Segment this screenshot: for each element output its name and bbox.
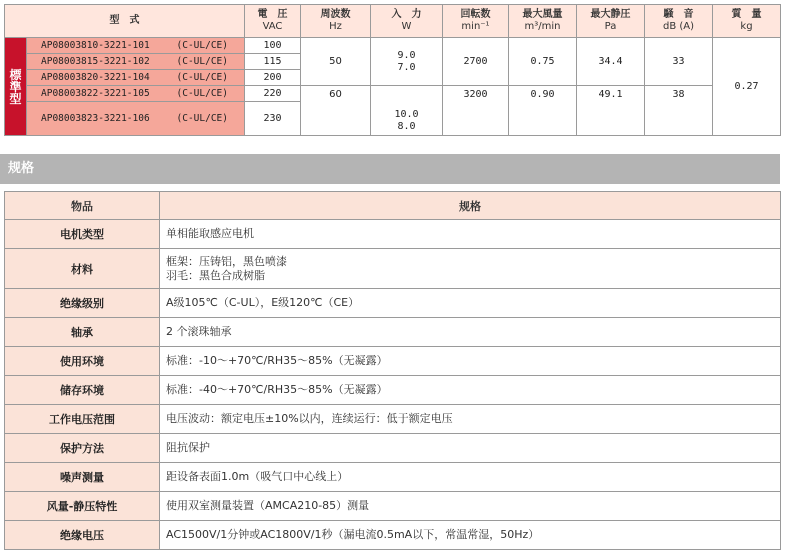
voltage-cell: 220 <box>245 86 301 102</box>
table-row <box>5 376 781 405</box>
header-model: 型 式 <box>5 5 245 38</box>
table-row <box>5 220 781 249</box>
table-row <box>5 463 781 492</box>
model-cell: AP08003815-3221-102 (C-UL/CE) <box>27 54 245 70</box>
spec-value: A级105℃（C-UL），E级120℃（CE） <box>160 289 781 318</box>
voltage-cell: 115 <box>245 54 301 70</box>
model-cell: AP08003820-3221-104 (C-UL/CE) <box>27 70 245 86</box>
table-row <box>5 347 781 376</box>
input-60-cell: 10.0 8.0 <box>371 86 443 136</box>
airflow-60-cell: 0.90 <box>509 86 577 136</box>
table-row <box>5 521 781 550</box>
input-50-cell: 9.0 7.0 <box>371 38 443 86</box>
header-input: 入 力 W <box>371 5 443 38</box>
spec-key: 储存环境 <box>5 376 160 405</box>
frequency-60-cell: 60 <box>301 86 371 136</box>
header-pressure: 最大静圧 Pa <box>577 5 645 38</box>
header-voltage: 電 圧 VAC <box>245 5 301 38</box>
spec-key: 噪声测量 <box>5 463 160 492</box>
spec-key: 工作电压范围 <box>5 405 160 434</box>
spec-value: 使用双室测量装置（AMCA210-85）测量 <box>160 492 781 521</box>
spec-key: 电机类型 <box>5 220 160 249</box>
speed-60-cell: 3200 <box>443 86 509 136</box>
group-tag <box>5 38 27 136</box>
spec-key: 风量-静压特性 <box>5 492 160 521</box>
table-row <box>5 38 781 54</box>
mass-cell: 0.27 <box>713 38 781 136</box>
spec-key: 材料 <box>5 249 160 289</box>
spec-value: 距设备表面1.0m（吸气口中心线上） <box>160 463 781 492</box>
header-frequency: 周波数 Hz <box>301 5 371 38</box>
spec-value: 2 个滚珠轴承 <box>160 318 781 347</box>
spec-value: 单相能取感应电机 <box>160 220 781 249</box>
table-row <box>5 492 781 521</box>
frequency-50-cell: 50 <box>301 38 371 86</box>
table-row <box>5 434 781 463</box>
spec-key: 轴承 <box>5 318 160 347</box>
airflow-50-cell: 0.75 <box>509 38 577 86</box>
header-mass: 質 量 kg <box>713 5 781 38</box>
table-row <box>5 249 781 289</box>
spec-value: 标准：-40～+70℃/RH35～85%（无凝露） <box>160 376 781 405</box>
noise-60-cell: 38 <box>645 86 713 136</box>
header-item: 物品 <box>5 192 160 220</box>
header-noise: 騒 音 dB (A) <box>645 5 713 38</box>
voltage-cell: 200 <box>245 70 301 86</box>
pressure-60-cell: 49.1 <box>577 86 645 136</box>
model-cell: AP08003810-3221-101 (C-UL/CE) <box>27 38 245 54</box>
spec-value: 阻抗保护 <box>160 434 781 463</box>
spec-key: 绝缘级别 <box>5 289 160 318</box>
header-airflow: 最大風量 m³/min <box>509 5 577 38</box>
voltage-cell: 100 <box>245 38 301 54</box>
spec-key: 绝缘电压 <box>5 521 160 550</box>
spec-key: 保护方法 <box>5 434 160 463</box>
table-row <box>5 318 781 347</box>
model-table <box>4 4 781 136</box>
section-title: 规格 <box>0 154 780 184</box>
header-speed: 回転数 min⁻¹ <box>443 5 509 38</box>
spec-value: AC1500V/1分钟或AC1800V/1秒（漏电流0.5mA以下，常温常湿，50Hz） <box>160 521 781 550</box>
header-spec: 规格 <box>160 192 781 220</box>
speed-50-cell: 2700 <box>443 38 509 86</box>
pressure-50-cell: 34.4 <box>577 38 645 86</box>
noise-50-cell: 33 <box>645 38 713 86</box>
voltage-cell: 230 <box>245 102 301 136</box>
table-row <box>5 289 781 318</box>
model-cell: AP08003822-3221-105 (C-UL/CE) <box>27 86 245 102</box>
spec-table <box>4 191 781 550</box>
spec-value: 标准：-10～+70℃/RH35～85%（无凝露） <box>160 347 781 376</box>
spec-value: 框架：压铸铝，黑色喷漆 羽毛：黑色合成树脂 <box>160 249 781 289</box>
table-row <box>5 86 781 102</box>
model-cell: AP08003823-3221-106 (C-UL/CE) <box>27 102 245 136</box>
table-row <box>5 405 781 434</box>
spec-value: 电压波动：额定电压±10%以内，连续运行：低于额定电压 <box>160 405 781 434</box>
group-tag-text: 標 準 型 <box>9 67 22 106</box>
spec-key: 使用环境 <box>5 347 160 376</box>
